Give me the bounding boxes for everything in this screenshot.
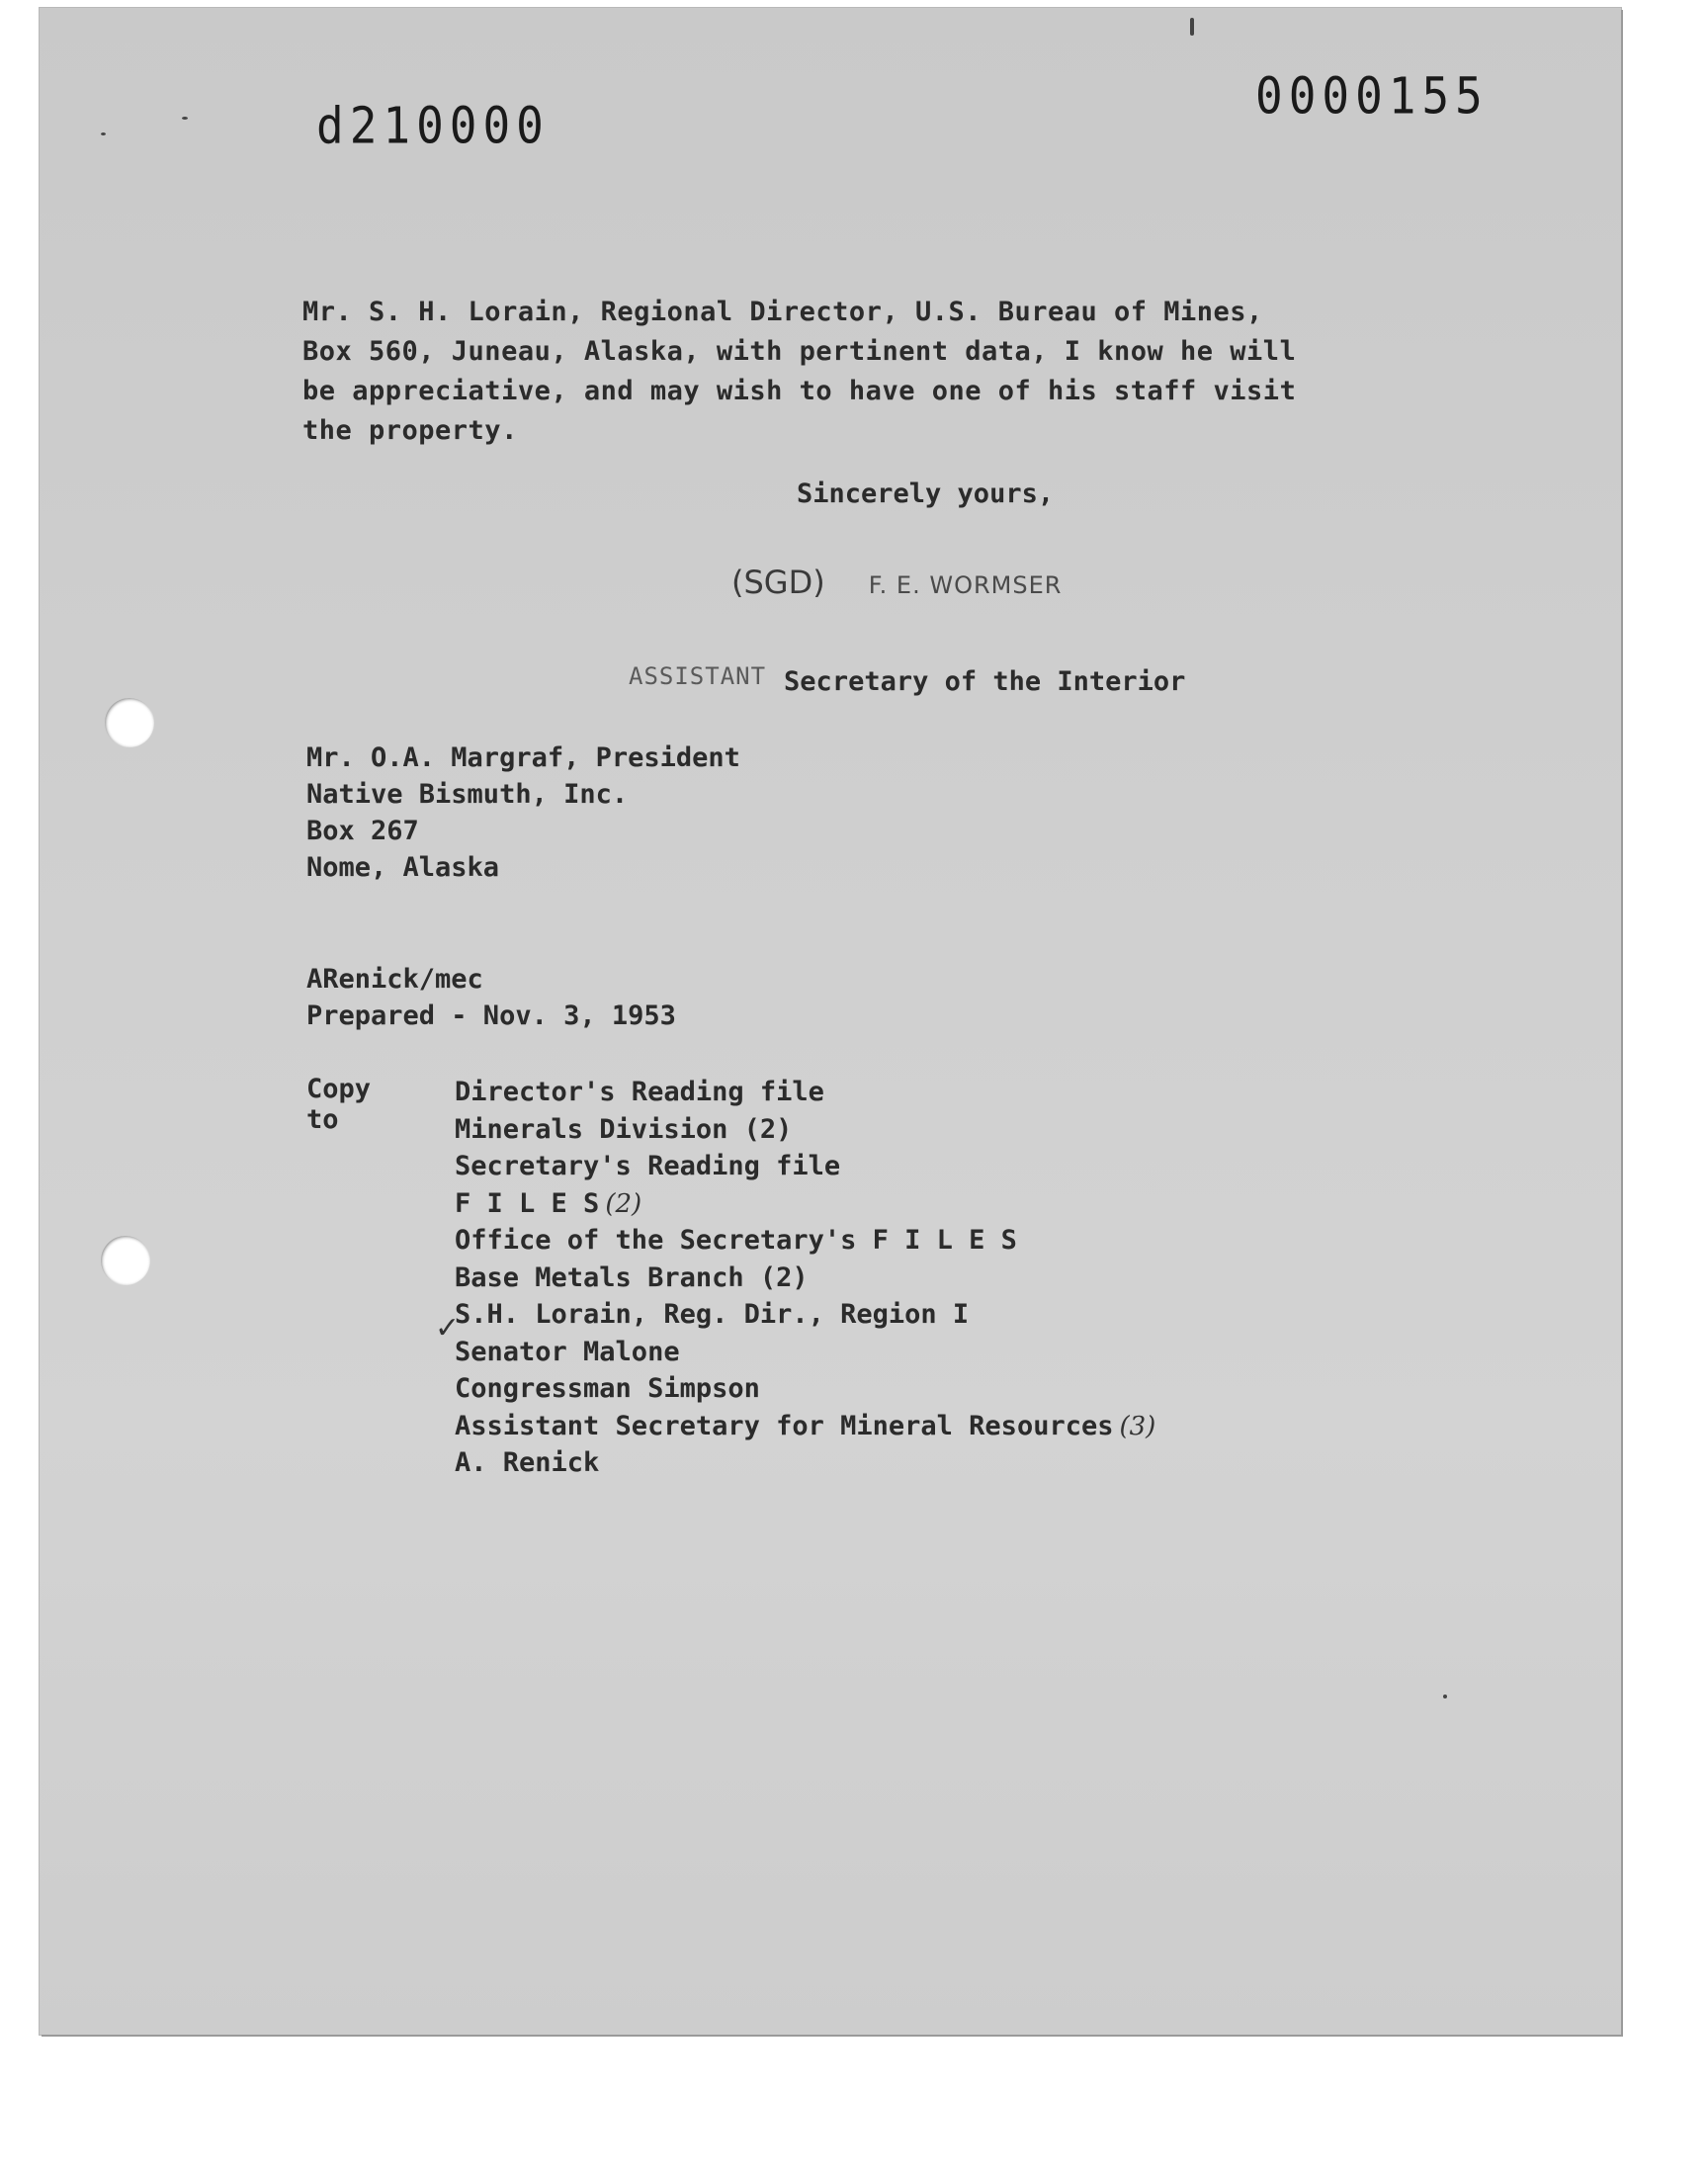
copy-item: Secretary's Reading file: [455, 1151, 841, 1181]
page-margin: [0, 2076, 1708, 2175]
title-text: Secretary of the Interior: [784, 666, 1186, 697]
copy-item: Senator Malone: [455, 1336, 680, 1367]
punch-hole: [105, 698, 154, 747]
paragraph-line: Mr. S. H. Lorain, Regional Director, U.S. Bureau of Mines,: [302, 297, 1263, 327]
scan-speck: [101, 132, 106, 135]
scan-speck: [1443, 1695, 1447, 1698]
reference-initials: [306, 961, 676, 1034]
letter-paragraph: [302, 293, 1390, 451]
copy-item: F I L E S (2): [455, 1187, 642, 1219]
address-line: Mr. O.A. Margraf, President: [306, 742, 740, 773]
copy-item: A. Renick: [455, 1447, 600, 1478]
document-stamp-left: d210000: [316, 96, 550, 155]
title-prefix: ASSISTANT: [629, 662, 767, 690]
signature-block: [731, 564, 1062, 601]
copy-item: Office of the Secretary's F I L E S: [455, 1225, 1017, 1256]
closing: Sincerely yours,: [797, 478, 1055, 509]
copy-item: Base Metals Branch (2): [455, 1262, 809, 1293]
recipient-address: [306, 740, 740, 886]
copy-item: Director's Reading file: [455, 1077, 824, 1107]
copy-item: Minerals Division (2): [455, 1113, 793, 1145]
paragraph-line: be appreciative, and may wish to have one of his staff visit: [302, 376, 1297, 406]
scan-speck: [1190, 18, 1194, 36]
initials-line: ARenick/mec: [306, 964, 483, 995]
paragraph-line: the property.: [302, 415, 518, 446]
address-line: Nome, Alaska: [306, 852, 500, 883]
punch-hole: [101, 1236, 150, 1285]
handwritten-note: (2): [605, 1188, 642, 1219]
handwritten-note: (3): [1119, 1411, 1156, 1441]
signer-name: F. E. WORMSER: [868, 571, 1063, 599]
prepared-date: Prepared - Nov. 3, 1953: [306, 1000, 676, 1031]
copy-item: Assistant Secretary for Mineral Resources (3): [455, 1410, 1156, 1441]
address-line: Native Bismuth, Inc.: [306, 779, 629, 810]
address-line: Box 267: [306, 816, 419, 846]
copy-item: S.H. Lorain, Reg. Dir., Region I: [455, 1299, 970, 1330]
copy-item: Congressman Simpson: [455, 1373, 760, 1404]
signer-title: [629, 662, 1185, 697]
copy-to-list: [455, 1074, 1344, 1482]
paragraph-line: Box 560, Juneau, Alaska, with pertinent data, I know he will: [302, 336, 1297, 367]
copy-to-label: Copy to: [306, 1074, 372, 1135]
scan-speck: [182, 117, 188, 120]
signed-mark: (SGD): [731, 564, 825, 601]
check-mark-icon: ✓: [435, 1311, 461, 1346]
document-stamp-right: 0000155: [1255, 66, 1489, 126]
